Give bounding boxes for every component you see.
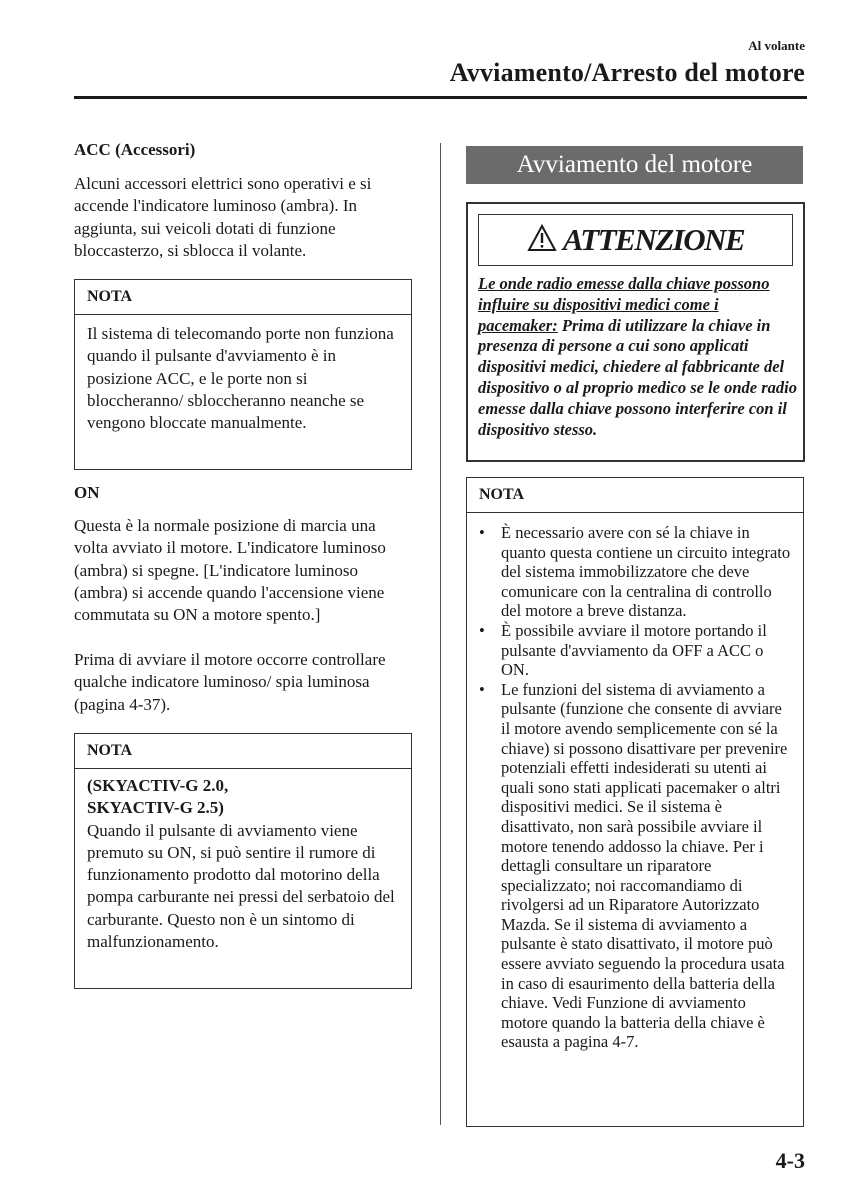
list-item bbox=[479, 621, 793, 680]
section-title: Avviamento del motore bbox=[516, 151, 753, 178]
note-list bbox=[467, 513, 803, 1052]
note-box-start bbox=[466, 477, 804, 1127]
warning-box bbox=[466, 202, 805, 462]
note-box-acc bbox=[74, 279, 412, 470]
warning-header bbox=[478, 214, 793, 266]
note-text: Quando il pulsante di avviamento viene premuto su ON, si può sentire il rumore di funzionamento prodotto dal motorino della pompa carburante nei pressi del serbatoio del carburante. Questo non è un sintomo di malfunzionamento. bbox=[87, 820, 395, 952]
on-text-2: Prima di avviare il motore occorre controllare qualche indicatore luminoso/ spia luminosa (pagina 4-37). bbox=[74, 650, 386, 714]
warning-content bbox=[478, 274, 798, 440]
warning-title: ATTENZIONE bbox=[562, 222, 745, 257]
engine-variant-line-2: SKYACTIV-G 2.5) bbox=[87, 798, 224, 818]
header-rule bbox=[74, 96, 807, 99]
warning-text: Prima di utilizzare la chiave in presenza di persone a cui sono applicati dispositivi medici, chiedere al fabbricante del dispositivo o al proprio medico se le onde radio emesse dalla chiave possono interferire con il dispositivo stesso. bbox=[478, 315, 797, 439]
bullet-icon: • bbox=[479, 620, 485, 640]
warning-lead: Le onde radio emesse dalla chiave possono influire su dispositivi medici come i pacemaker: bbox=[478, 274, 770, 335]
list-item bbox=[479, 523, 793, 621]
list-item bbox=[479, 680, 793, 1052]
bullet-icon: • bbox=[479, 523, 485, 542]
warning-triangle-icon bbox=[527, 224, 557, 257]
list-item-text: Le funzioni del sistema di avviamento a pulsante (funzione che consente di avviare il motore avendo semplicemente con sé la chiave) si possono disattivare per prevenire potenziali effetti indesiderati su utenti ai quali sono stati applicati pacemaker o altri dispositivi medici. Se il sistema è disattivato, non sarà possibile avviare il motore tenendo addosso la chiave. Per i dettagli consultare un riparatore specializzato; noi raccomandiamo di rivolgersi ad un Riparatore Autorizzato Mazda. Se il sistema di avviamento a pulsante è stato disattivato, il motore può essere avviato seguendo la procedura usata in caso di esaurimento della batteria della chiave. Vedi Funzione di avviamento motore quando la batteria della chiave è esausta a pagina 4-7. bbox=[501, 679, 788, 1052]
list-item-text: È possibile avviare il motore portando il pulsante d'avviamento da OFF a ACC o ON. bbox=[501, 620, 767, 680]
acc-text: Alcuni accessori elettrici sono operativi e si accende l'indicatore luminoso (ambra). In aggiunta, sui veicoli dotati di funzione bloccasterzo, si sblocca il volante. bbox=[74, 174, 372, 260]
note-box-skyactiv bbox=[74, 733, 412, 989]
section-title-bar bbox=[466, 146, 803, 184]
list-item-text: È necessario avere con sé la chiave in quanto questa contiene un circuito integrato del sistema immobilizzatore che deve comunicare con la centralina di controllo del motore a breve distanza. bbox=[501, 523, 791, 621]
note-label: NOTA bbox=[75, 734, 411, 769]
acc-heading: ACC (Accessori) bbox=[74, 140, 196, 159]
bullet-icon: • bbox=[479, 679, 485, 699]
section-label: Al volante bbox=[748, 38, 805, 53]
page-title: Avviamento/Arresto del motore bbox=[449, 58, 805, 87]
column-divider bbox=[440, 143, 441, 1125]
note-content bbox=[75, 769, 411, 963]
note-label: NOTA bbox=[75, 280, 411, 315]
note-label: NOTA bbox=[467, 478, 803, 513]
note-text: Il sistema di telecomando porte non funziona quando il pulsante d'avviamento è in posizione ACC, e le porte non si bloccheranno/ sbloccheranno neanche se vengono bloccate manualmente. bbox=[87, 324, 394, 433]
on-text: Questa è la normale posizione di marcia una volta avviato il motore. L'indicatore luminoso (ambra) si spegne. [L'indicatore luminoso (ambra) si accende quando l'accensione viene commutata su ON a motore spento.] bbox=[74, 516, 386, 625]
engine-variant-line-1: (SKYACTIV-G 2.0, bbox=[87, 776, 229, 795]
page-number: 4-3 bbox=[775, 1148, 805, 1173]
on-heading: ON bbox=[74, 483, 100, 502]
